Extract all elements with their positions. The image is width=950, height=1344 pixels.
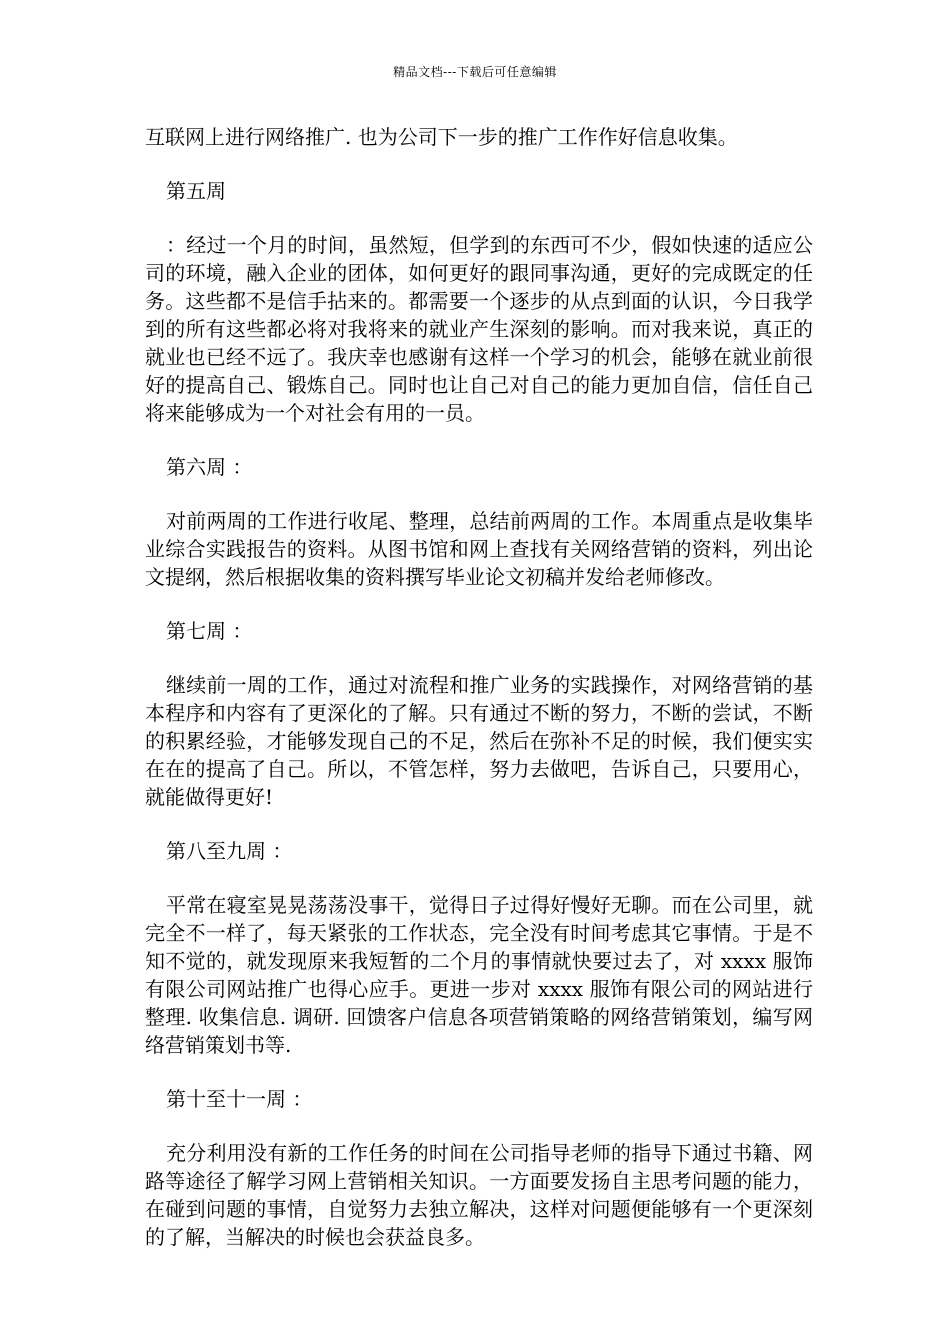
week6-paragraph: 对前两周的工作进行收尾、整理，总结前两周的工作。本周重点是收集毕业综合实践报告的资料。从图书馆和网上查找有关网络营销的资料，列出论文提纲，然后根据收集的资料撰写毕业论文初稿并发给老师修改。 (145, 509, 813, 589)
week8-9-heading: 第八至九周 ： (166, 839, 293, 863)
week5-paragraph: ：经过一个月的时间，虽然短，但学到的东西可不少，假如快速的适应公司的环境，融入企业的团体，如何更好的跟同事沟通，更好的完成既定的任务。这些都不是信手拈来的。都需要一个逐步的从点到面的认识，今日我学到的所有这些都必将对我将来的就业产生深刻的影响。而对我来说，真正的就业也已经不远了。我庆幸也感谢有这样一个学习的机会，能够在就业前很好的提高自己、锻炼自己。同时也让自己对自己的能力更加自信，信任自己将来能够成为一个对社会有用的一员。 (145, 233, 813, 425)
week5-heading: 第五周 (166, 179, 226, 203)
week10-11-paragraph: 充分利用没有新的工作任务的时间在公司指导老师的指导下通过书籍、网路等途径了解学习网上营销相关知识。一方面要发扬自主思考问题的能力，在碰到问题的事情，自觉努力去独立解决，这样对问题便能够有一个更深刻的了解，当解决的时候也会获益良多。 (145, 1141, 813, 1249)
page-header: 精品文档---下载后可任意编辑 (393, 65, 557, 79)
week7-heading: 第七周 ： (166, 619, 253, 643)
week6-heading: 第六周 ： (166, 455, 253, 479)
intro-paragraph: 互联网上进行网络推广. 也为公司下一步的推广工作作好信息收集。 (145, 125, 738, 149)
document-body (145, 123, 813, 1251)
week7-paragraph: 继续前一周的工作，通过对流程和推广业务的实践操作，对网络营销的基本程序和内容有了更深化的了解。只有通过不断的努力，不断的尝试，不断的积累经验，才能够发现自己的不足，然后在弥补不足的时候，我们便实实在在的提高了自己。所以，不管怎样，努力去做吧，告诉自己，只要用心，就能做得更好! (145, 673, 813, 809)
week10-11-heading: 第十至十一周 ： (166, 1087, 313, 1111)
week8-9-paragraph: 平常在寝室晃晃荡荡没事干，觉得日子过得好慢好无聊。而在公司里，就完全不一样了，每天紧张的工作状态，完全没有时间考虑其它事情。于是不知不觉的，就发现原来我短暂的二个月的事情就快要过去了，对 xxxx 服饰有限公司网站推广也得心应手。更进一步对 xxxx 服饰有限公司的网站进行整理. 收集信息. 调研. 回馈客户信息各项营销策略的网络营销策划，编写网络营销策划书等. (145, 893, 813, 1057)
